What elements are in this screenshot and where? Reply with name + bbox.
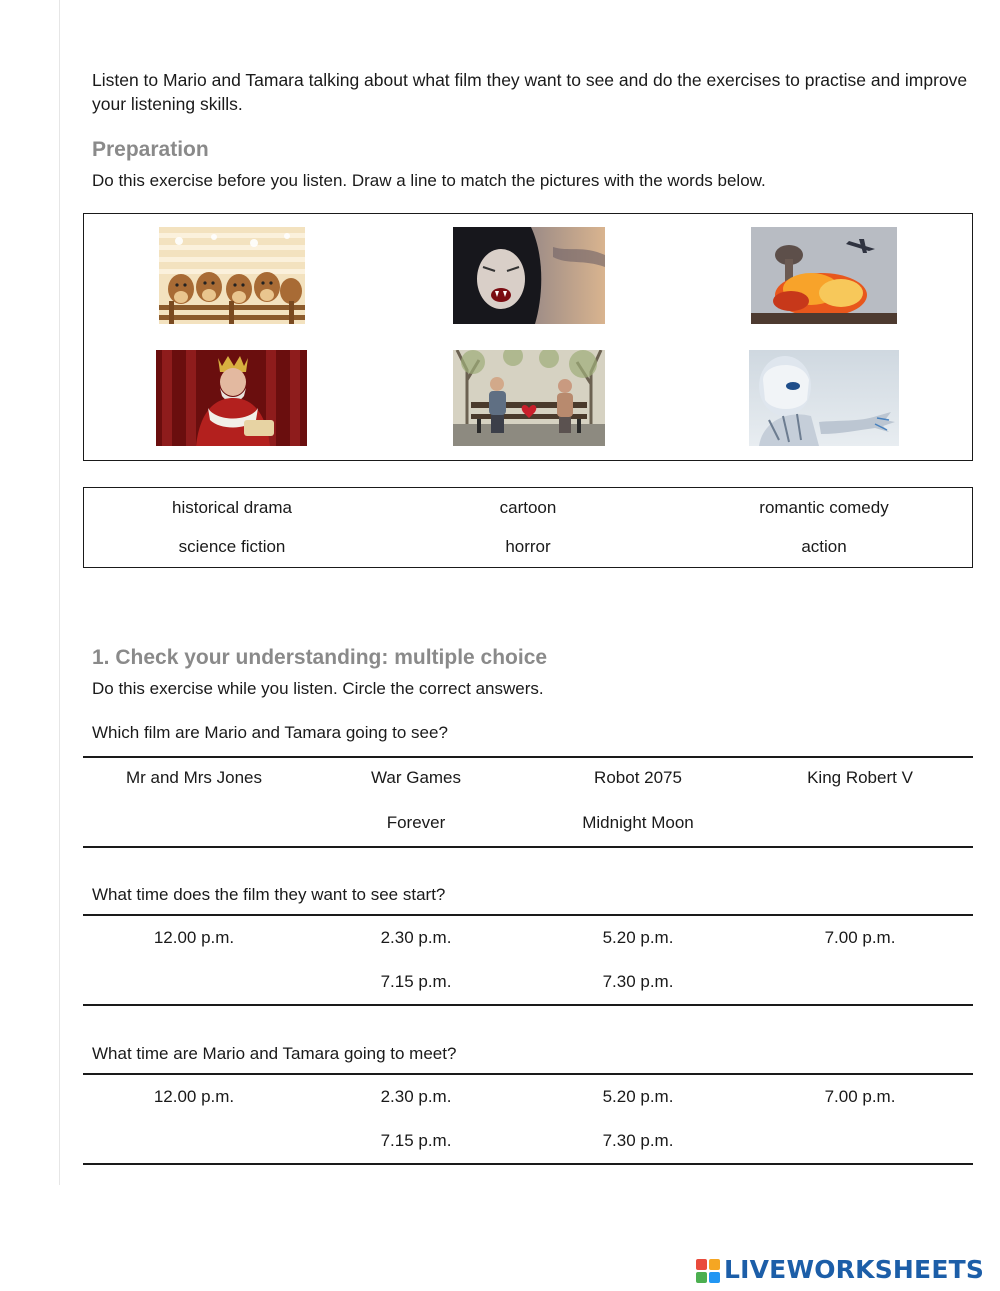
- q1-option-robot-2075[interactable]: Robot 2075: [594, 768, 682, 787]
- question-2-bottom-rule: [83, 1004, 973, 1006]
- question-2-top-rule: [83, 914, 973, 916]
- question-1-top-rule: [83, 756, 973, 758]
- question-1-text: Which film are Mario and Tamara going to see?: [92, 723, 448, 742]
- q1-option-midnight-moon[interactable]: Midnight Moon: [582, 813, 694, 832]
- preparation-instruction: Do this exercise before you listen. Draw a line to match the pictures with the words below.: [92, 171, 766, 190]
- q1-option-war-games[interactable]: War Games: [370, 768, 462, 787]
- liveworksheets-logo-text: LIVEWORKSHEETS: [724, 1255, 985, 1284]
- q3-option-1200[interactable]: 12.00 p.m.: [153, 1087, 235, 1106]
- word-cartoon[interactable]: cartoon: [499, 498, 557, 517]
- word-historical-drama[interactable]: historical drama: [172, 498, 292, 517]
- q3-option-520[interactable]: 5.20 p.m.: [602, 1087, 674, 1106]
- q2-option-700[interactable]: 7.00 p.m.: [824, 928, 896, 947]
- vampire-picture[interactable]: [453, 227, 605, 324]
- q1-option-king-robert-v[interactable]: King Robert V: [807, 768, 913, 787]
- explosion-picture[interactable]: [751, 227, 897, 324]
- q1-option-forever[interactable]: Forever: [386, 813, 446, 832]
- q2-option-230[interactable]: 2.30 p.m.: [380, 928, 452, 947]
- q3-option-730[interactable]: 7.30 p.m.: [602, 1131, 674, 1150]
- robot-picture[interactable]: [749, 350, 899, 446]
- word-action[interactable]: action: [801, 537, 847, 556]
- question-3-bottom-rule: [83, 1163, 973, 1165]
- question-3-top-rule: [83, 1073, 973, 1075]
- q2-option-715[interactable]: 7.15 p.m.: [380, 972, 452, 991]
- question-1-bottom-rule: [83, 846, 973, 848]
- q2-option-730[interactable]: 7.30 p.m.: [602, 972, 674, 991]
- q3-option-715[interactable]: 7.15 p.m.: [380, 1131, 452, 1150]
- logo-square-red: [696, 1259, 707, 1270]
- exercise1-heading: 1. Check your understanding: multiple choice: [92, 646, 548, 669]
- word-romantic-comedy[interactable]: romantic comedy: [759, 498, 889, 517]
- page-margin-rule: [59, 0, 60, 1185]
- logo-square-blue: [709, 1272, 720, 1283]
- word-science-fiction[interactable]: science fiction: [178, 537, 286, 556]
- couple-on-bench-picture[interactable]: [453, 350, 605, 446]
- logo-square-orange: [709, 1259, 720, 1270]
- word-horror[interactable]: horror: [505, 537, 551, 556]
- liveworksheets-logo[interactable]: [696, 1255, 996, 1287]
- exercise1-instruction: Do this exercise while you listen. Circle the correct answers.: [92, 679, 544, 698]
- preparation-heading: Preparation: [92, 138, 209, 161]
- picture-box: [83, 213, 973, 461]
- logo-square-green: [696, 1272, 707, 1283]
- word-bank: [83, 487, 973, 568]
- king-picture[interactable]: [156, 350, 307, 446]
- intro-text: Listen to Mario and Tamara talking about what film they want to see and do the exercises to practise and improve your listening skills.: [92, 70, 968, 114]
- q1-option-mr-and-mrs-jones[interactable]: Mr and Mrs Jones: [125, 768, 263, 787]
- q2-option-1200[interactable]: 12.00 p.m.: [153, 928, 235, 947]
- question-2-text: What time does the film they want to see start?: [92, 885, 446, 904]
- q3-option-700[interactable]: 7.00 p.m.: [824, 1087, 896, 1106]
- question-3-text: What time are Mario and Tamara going to meet?: [92, 1044, 457, 1063]
- liveworksheets-logo-icon: [696, 1259, 720, 1283]
- q3-option-230[interactable]: 2.30 p.m.: [380, 1087, 452, 1106]
- q2-option-520[interactable]: 5.20 p.m.: [602, 928, 674, 947]
- cartoon-horses-picture[interactable]: [159, 227, 305, 324]
